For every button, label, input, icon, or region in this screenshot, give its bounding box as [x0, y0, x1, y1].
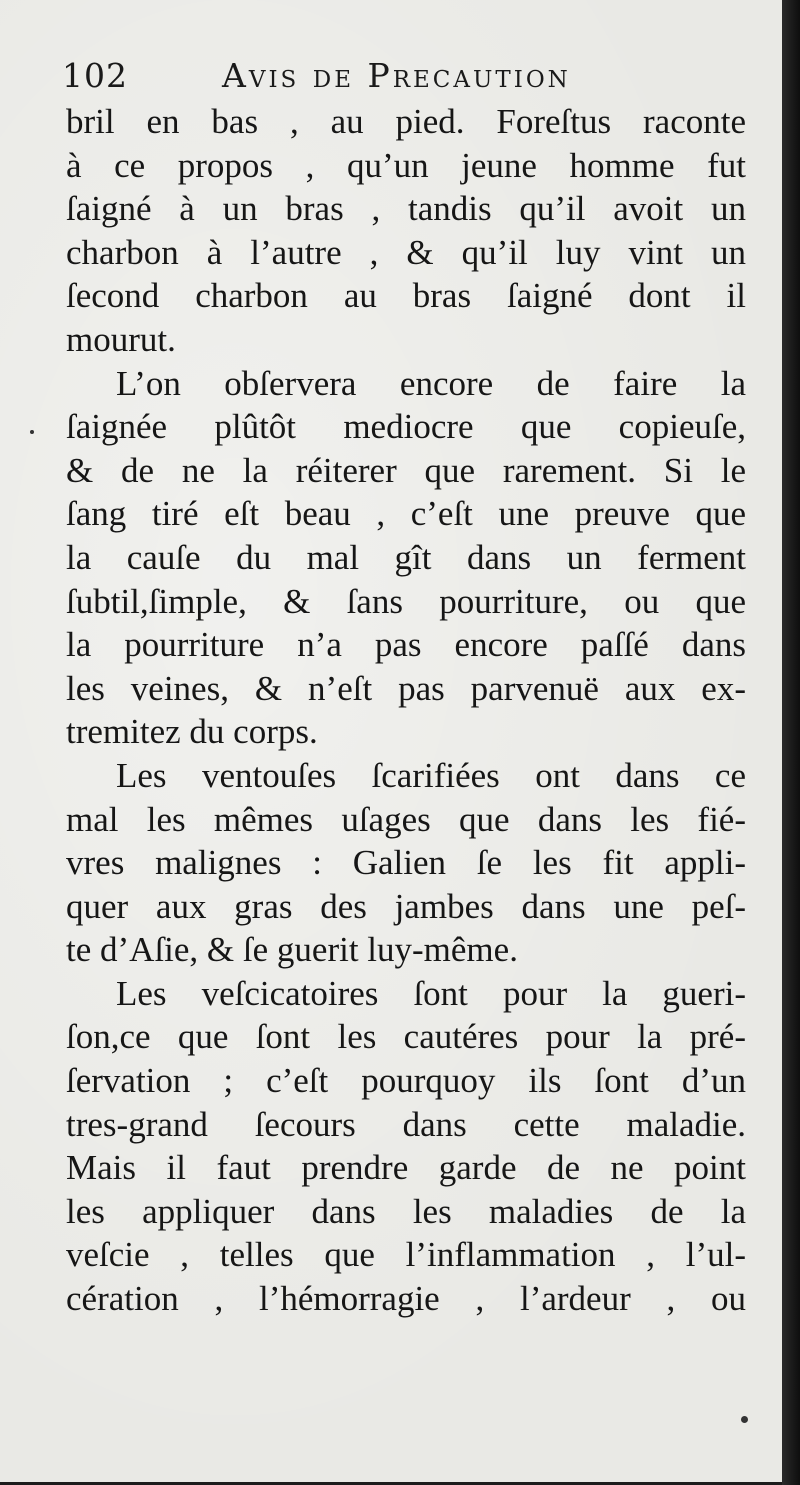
ink-speck: [741, 1416, 748, 1423]
text-line: ſubtil,ſimple, & ſans pourriture, ou que: [66, 581, 746, 621]
text-line: L’on obſervera encore de faire la: [116, 363, 746, 403]
text-line: & de ne la réiterer que rarement. Si le: [66, 450, 746, 490]
text-line: charbon à l’autre , & qu’il luy vint un: [66, 232, 746, 272]
page-number: 102: [62, 56, 128, 95]
text-line: à ce propos , qu’un jeune homme fut: [66, 145, 746, 185]
text-line: tremitez du corps.: [66, 712, 318, 752]
body-text: [66, 100, 746, 1321]
text-line: Les veſcicatoires ſont pour la gueri-: [116, 973, 746, 1013]
text-line: les appliquer dans les maladies de la: [66, 1191, 746, 1231]
running-head: Avis de Precaution: [222, 56, 571, 95]
page-edge-shadow: [782, 0, 800, 1485]
text-line: ſaigné à un bras , tandis qu’il avoit un: [66, 189, 746, 229]
text-line: ſon,ce que ſont les cautéres pour la pré-: [66, 1017, 746, 1057]
text-line: ſervation ; c’eſt pourquoy ils ſont d’un: [66, 1061, 746, 1101]
text-line: veſcie , telles que l’inflammation , l’ul-: [66, 1235, 746, 1275]
text-line: Les ventouſes ſcarifiées ont dans ce: [116, 755, 746, 795]
text-line: mal les mêmes uſages que dans les fié-: [66, 799, 746, 839]
ink-speck: [30, 430, 34, 434]
text-line: la pourriture n’a pas encore paſſé dans: [66, 625, 746, 665]
text-line: mourut.: [66, 319, 176, 359]
text-line: te d’Aſie, & ſe guerit luy-même.: [66, 930, 518, 970]
text-line: vres malignes : Galien ſe les fit appli-: [66, 843, 746, 883]
text-line: ſaignée plûtôt mediocre que copieuſe,: [66, 407, 746, 447]
text-line: la cauſe du mal gît dans un ferment: [66, 537, 746, 577]
text-line: ſecond charbon au bras ſaigné dont il: [66, 276, 746, 316]
text-line: bril en bas , au pied. Foreſtus raconte: [66, 102, 746, 141]
text-line: cération , l’hémorragie , l’ardeur , ou: [66, 1279, 746, 1319]
text-line: ſang tiré eſt beau , c’eſt une preuve que: [66, 494, 746, 534]
text-line: quer aux gras des jambes dans une peſ-: [66, 886, 746, 926]
text-line: Mais il faut prendre garde de ne point: [66, 1148, 746, 1188]
text-line: tres-grand ſecours dans cette maladie.: [66, 1104, 746, 1144]
text-line: les veines, & n’eſt pas parvenuë aux ex-: [66, 668, 746, 708]
page-header: [62, 52, 742, 100]
